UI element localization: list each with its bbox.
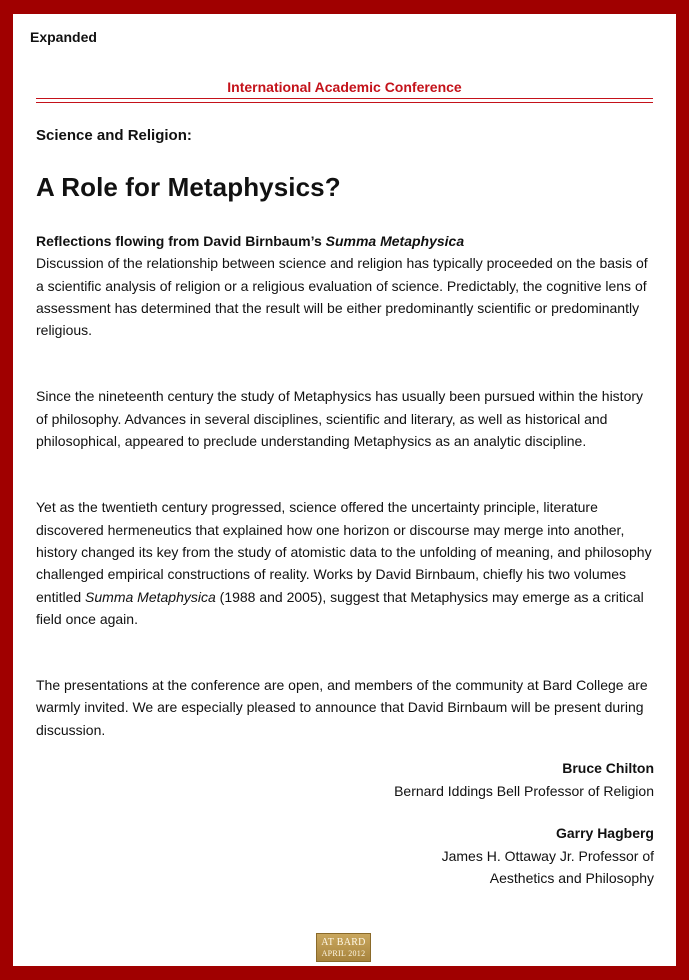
intro-line	[36, 230, 656, 252]
at-bard-logo	[316, 933, 371, 962]
signature-chilton	[394, 757, 654, 802]
logo-line-1: AT BARD	[321, 937, 366, 948]
paragraph-3-text-b: (1988 and 2005), suggest that Metaphysics may emerge as a critical field once again.	[36, 588, 644, 627]
paragraph-4: The presentations at the conference are open, and members of the community at Bard College are warmly invited. We are especially pleased to announce that David Birnbaum will be present during discussion.	[36, 677, 648, 738]
signature-title-line-2: Aesthetics and Philosophy	[489, 870, 654, 886]
document-page	[13, 14, 676, 966]
paragraph-2: Since the nineteenth century the study of Metaphysics has usually been pursued within the history of philosophy. Advances in several disciplines, scientific and literary, as well as historical and philosophical, appeared to preclude understanding Metaphysics as an analytic discipline.	[36, 388, 644, 450]
subject-heading: Science and Religion:	[36, 127, 192, 144]
signature-name: Bruce Chilton	[562, 760, 654, 776]
conference-title: International Academic Conference	[227, 79, 462, 95]
paragraph-3-book-title: Summa Metaphysica	[85, 588, 216, 605]
paragraph-1-text: Discussion of the relationship between science and religion has typically proceeded on the basis of a scientific analysis of religion or a religious evaluation of science. Predictably, the cognitive lens of assessment has determined that the result will be either predominantly scientific or predominantly religious.	[36, 255, 648, 339]
intro-prefix: Reflections flowing from David Birnbaum’s	[36, 233, 326, 249]
header-rule-bottom	[36, 102, 653, 103]
paragraph-1	[36, 230, 656, 341]
signature-hagberg	[442, 822, 654, 890]
paragraph-3-text-a: Yet as the twentieth century progressed, science offered the uncertainty principle, literature discovered hermeneutics that explained how one horizon or discourse may merge into another, history changed its key from the study of atomistic data to the unfolding of meaning, and philosophy challenged empirical constructions of reality. Works by David Birnbaum, chiefly his two volumes entitled	[36, 499, 652, 605]
header-rule-top	[36, 98, 653, 99]
page-title: A Role for Metaphysics?	[36, 172, 341, 202]
logo-line-2: APRIL 2012	[321, 949, 366, 958]
signature-title: Bernard Iddings Bell Professor of Religion	[394, 782, 654, 799]
signature-title-line-1: James H. Ottaway Jr. Professor of	[441, 847, 654, 864]
signature-name: Garry Hagberg	[555, 825, 654, 841]
body-text	[36, 230, 656, 741]
intro-book-title: Summa Metaphysica	[325, 233, 465, 249]
expanded-label: Expanded	[30, 29, 97, 45]
paragraph-3	[36, 496, 656, 630]
